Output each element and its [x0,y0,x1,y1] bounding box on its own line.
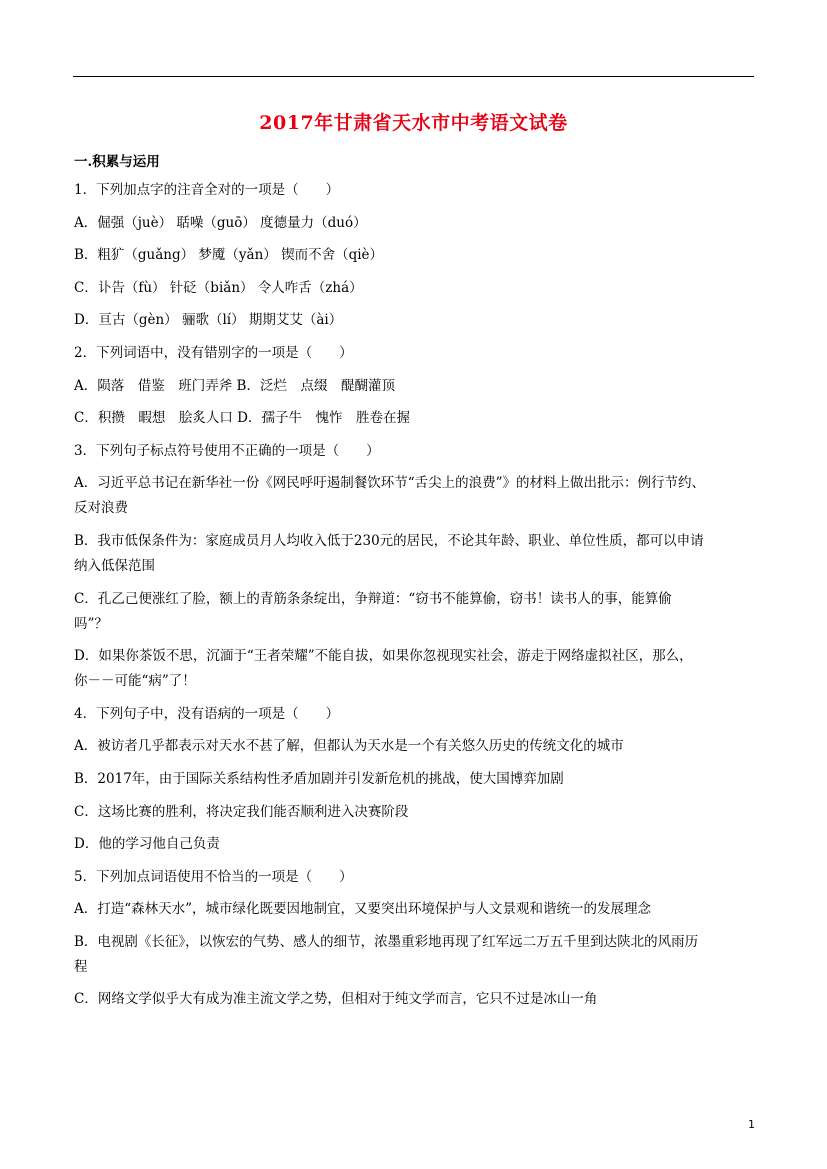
option-3d: D．如果你茶饭不思，沉湎于“王者荣耀”不能自拔，如果你忽视现实社会，游走于网络虚拟社区，那么， [74,648,693,665]
option-5b: B．电视剧《长征》，以恢宏的气势、感人的细节，浓墨重彩地再现了红军远二万五千里到达陕北的风雨历 [74,933,699,950]
option-2ab: A．陨落 借鉴 班门弄斧 B．泛烂 点缀 醍醐灌顶 [74,377,395,394]
option-4b: B．2017年，由于国际关系结构性矛盾加剧并引发新危机的挑战，使大国博弈加剧 [74,770,564,787]
option-1c: C．讣告（fù） 针砭（biǎn） 令人咋舌（zhá） [74,279,363,296]
option-3c-cont: 吗”？ [74,615,108,632]
section-heading: 一.积累与运用 [74,154,160,170]
option-5c: C．网络文学似乎大有成为准主流文学之势，但相对于纯文学而言，它只不过是冰山一角 [74,991,598,1008]
question-2: 2．下列词语中，没有错别字的一项是（ ） [74,344,353,361]
option-3c: C．孔乙己便涨红了脸，额上的青筋条条绽出，争辩道：“窃书不能算偷，窃书！读书人的事，能算偷 [74,590,672,607]
option-1d: D．亘古（gèn） 骊歌（lí） 期期艾艾（ài） [74,312,343,329]
exam-questions [74,180,758,1022]
option-5b-cont: 程 [74,958,88,975]
option-3a-cont: 反对浪费 [74,500,128,517]
option-4a: A．被访者几乎都表示对天水不甚了解，但都认为天水是一个有关悠久历史的传统文化的城市 [74,738,624,755]
option-3a: A．习近平总书记在新华社一份《网民呼吁遏制餐饮环节“舌尖上的浪费”》的材料上做出批示：例行节约、 [74,475,706,492]
option-2cd: C．积攒 暇想 脍炙人口 D．孺子牛 愧怍 胜卷在握 [74,410,410,427]
option-3b-cont: 纳入低保范围 [74,557,155,574]
option-3d-cont: 你－－可能“病”了！ [74,673,196,690]
question-5: 5．下列加点词语使用不恰当的一项是（ ） [74,868,353,885]
option-5a: A．打造“森林天水”，城市绿化既要因地制宜，又要突出环境保护与人文景观和谐统一的发展理念 [74,901,652,918]
option-1a: A．倔强（juè） 聒噪（guō） 度德量力（duó） [74,214,367,231]
page-number: 1 [748,1118,755,1131]
header-rule [73,76,754,77]
option-4c: C．这场比赛的胜利，将决定我们能否顺利进入决赛阶段 [74,803,409,820]
question-3: 3．下列句子标点符号使用不正确的一项是（ ） [74,442,380,459]
question-1: 1．下列加点字的注音全对的一项是（ ） [74,182,340,198]
option-1b: B．粗犷（guǎng） 梦魇（yǎn） 锲而不舍（qiè） [74,247,384,264]
option-3b: B．我市低保条件为：家庭成员月人均收入低于230元的居民，不论其年龄、职业、单位性质，都可以申请 [74,532,704,549]
question-4: 4．下列句子中，没有语病的一项是（ ） [74,705,340,722]
exam-title: 2017年甘肃省天水市中考语文试卷 [259,112,568,134]
option-4d: D．他的学习他自己负责 [74,836,220,853]
